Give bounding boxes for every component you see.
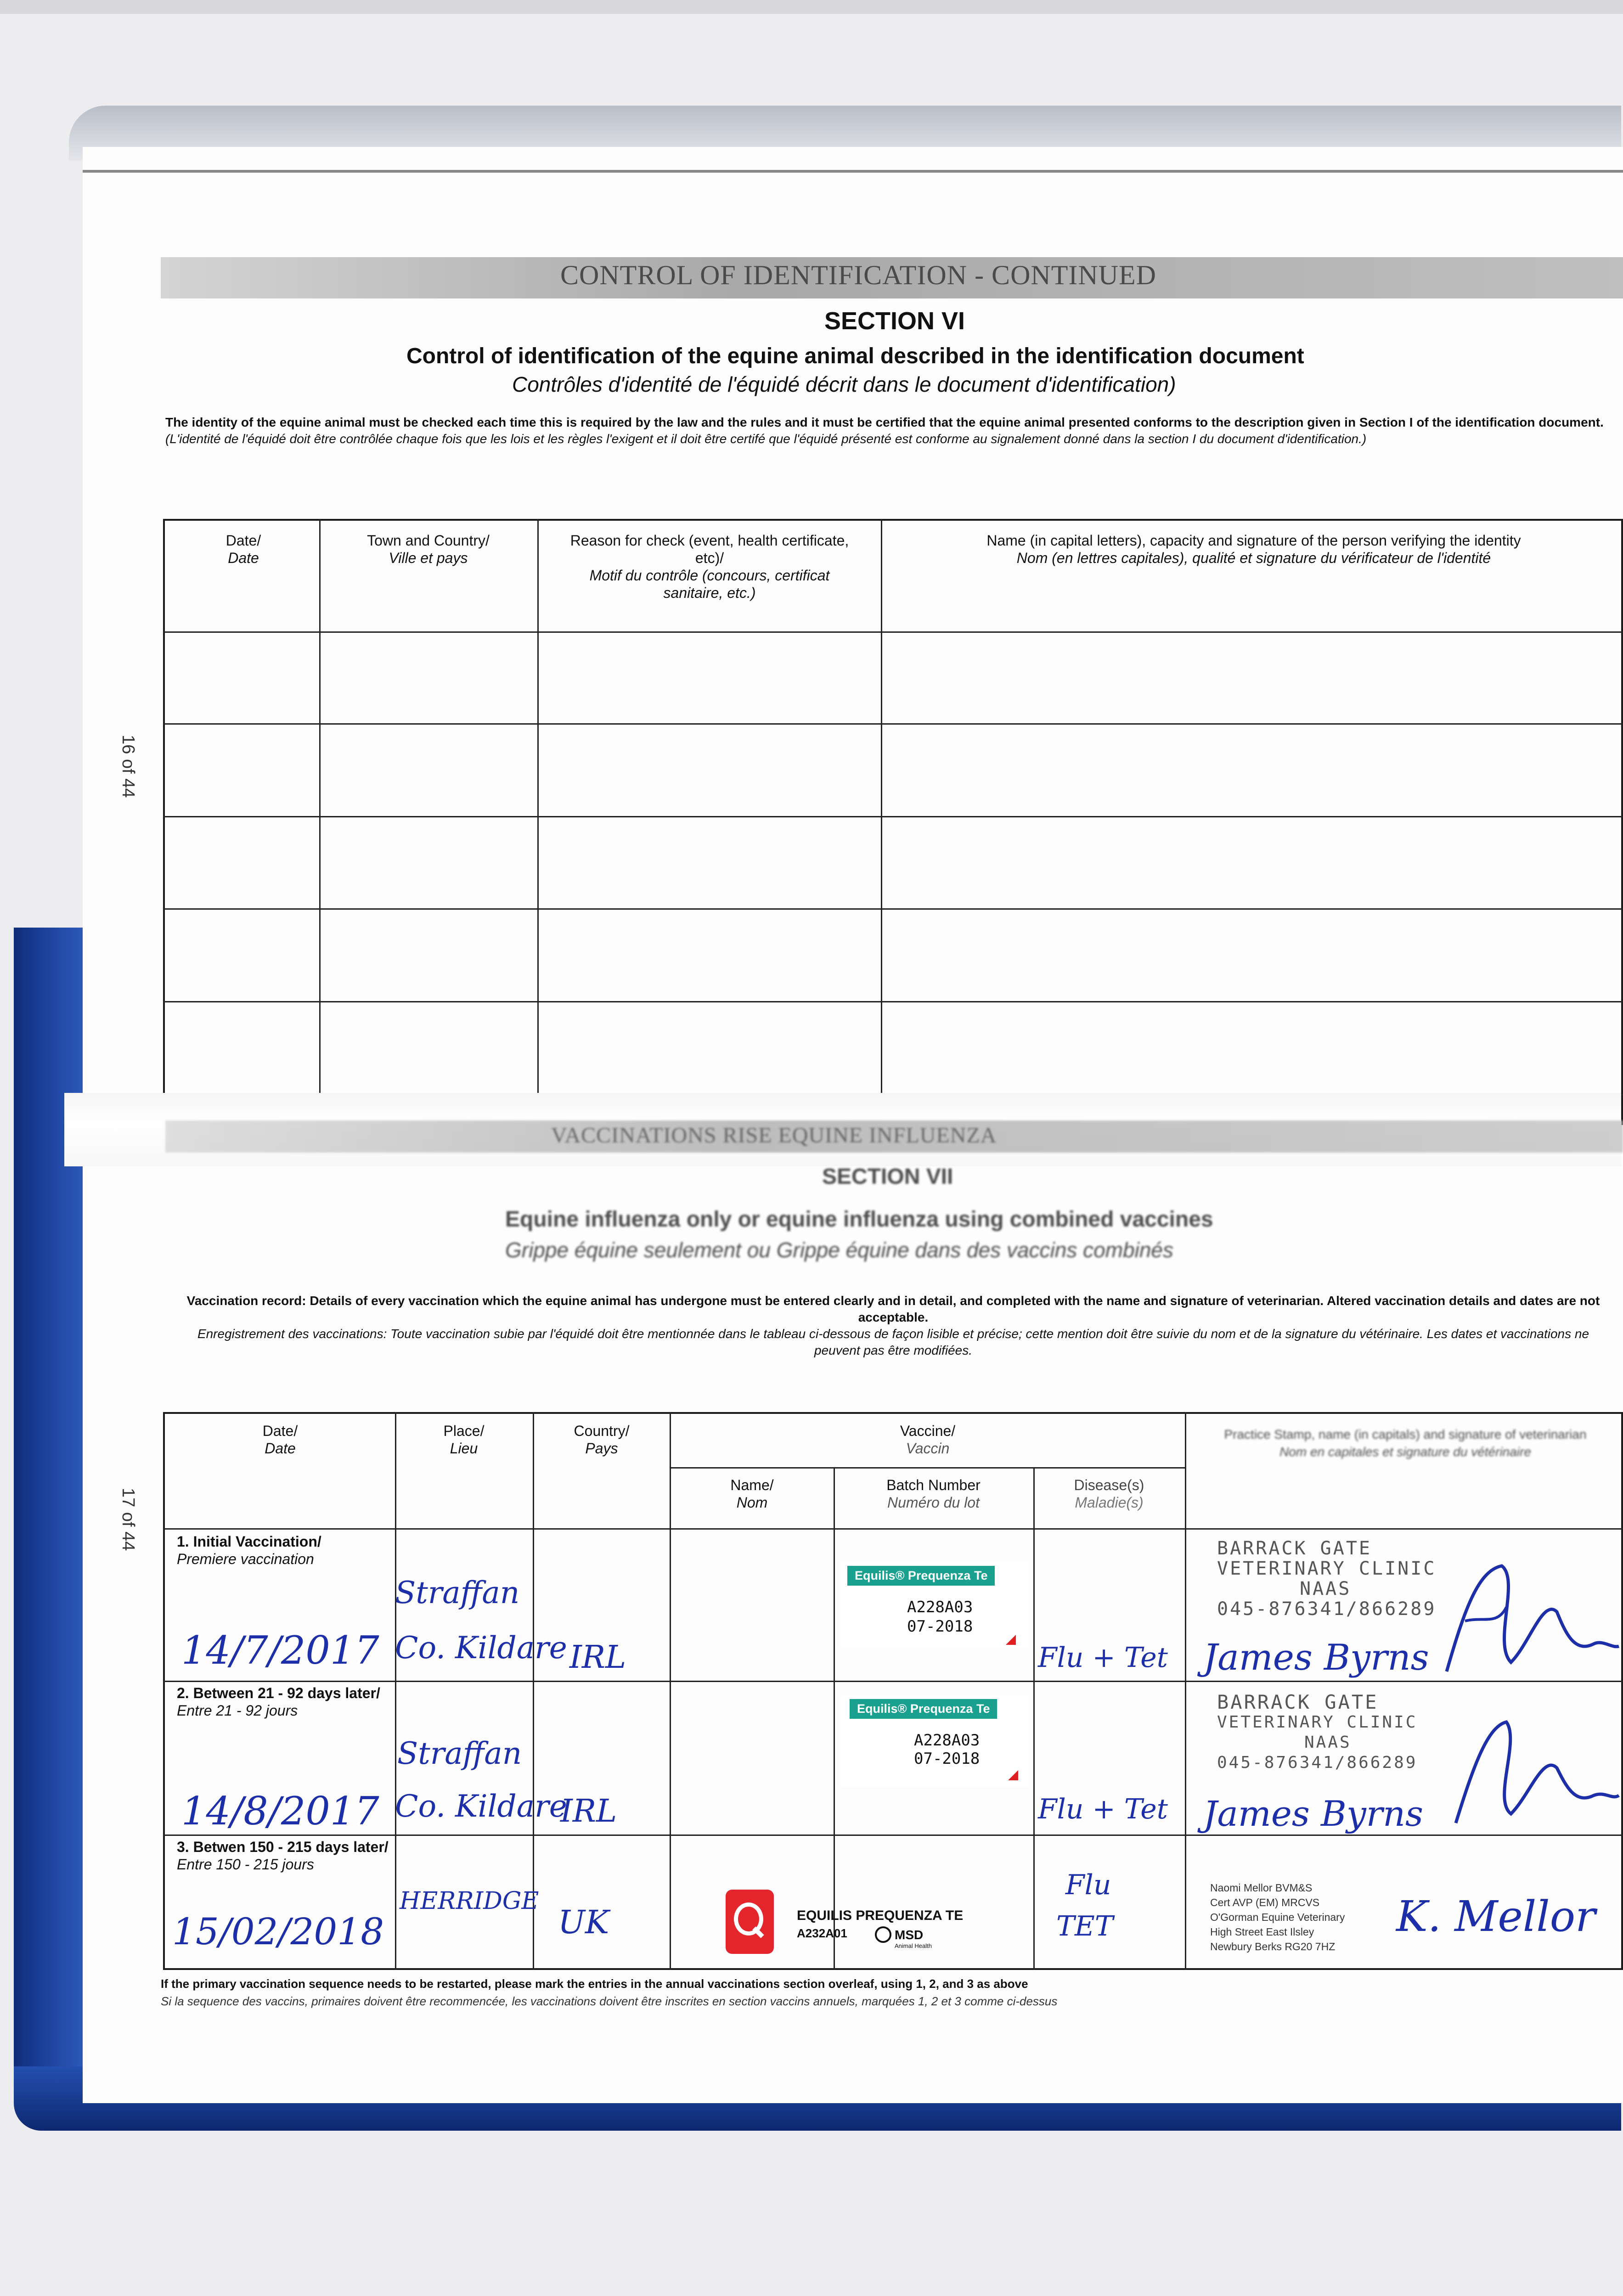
vheader-batch [838, 1476, 1029, 1511]
vheader-disease-fr: Maladie(s) [1075, 1494, 1144, 1511]
row2-label [177, 1684, 393, 1719]
vheader-place-en: Place/ [443, 1423, 485, 1439]
header-verifier [900, 532, 1607, 567]
row3-label-en: 3. Betwen 150 - 215 days later/ [177, 1839, 389, 1855]
row2-place-line1: Straffan [397, 1736, 522, 1771]
section7-title: SECTION VII [822, 1165, 953, 1189]
row3-vaccine-maker: MSD [895, 1928, 924, 1942]
row2-stamp-line: VETERINARY CLINIC [1217, 1713, 1418, 1732]
row2-stamp-line: NAAS [1304, 1733, 1352, 1752]
row3-disease-line1: Flu [1065, 1869, 1111, 1901]
footnote-en: If the primary vaccination sequence needs to be restarted, please mark the entries in the annual vaccinations section overleaf, using 1, 2, and 3 as above [161, 1977, 1028, 1991]
row2-label-fr: Entre 21 - 92 jours [177, 1702, 298, 1719]
row1-label-en: 1. Initial Vaccination/ [177, 1533, 321, 1550]
vheader-practice-en: Practice Stamp, name (in capitals) and signature of veterinarian [1224, 1427, 1587, 1441]
vheader-place [402, 1422, 526, 1457]
header-date [175, 532, 312, 567]
row1-signature [1437, 1552, 1621, 1681]
vheader-practice-fr: Nom en capitales et signature du vétérinaire [1279, 1445, 1531, 1459]
vheader-date-en: Date/ [262, 1423, 298, 1439]
row1-batch-lot: A228A03 [907, 1598, 973, 1616]
col-divider [1033, 1467, 1035, 1970]
row1-place-line1: Straffan [395, 1575, 520, 1610]
row-divider [163, 1681, 1623, 1682]
row3-label [177, 1838, 393, 1873]
header-reason-fr: Motif du contrôle (concours, certificat sanitaire, etc.) [589, 567, 830, 601]
header-date-fr: Date [228, 550, 259, 566]
row2-country: IRL [560, 1793, 617, 1829]
row2-red-mark [1008, 1770, 1018, 1780]
page-number-upper: 16 of 44 [118, 735, 138, 798]
row3-label-fr: Entre 150 - 215 jours [177, 1856, 314, 1873]
section6-intro-fr: (L'identité de l'équidé doit être contrôlée chaque fois que les lois et les règles l'exigent et il doit être certifé que l'équidé présenté est conforme au signalement donné dans la section I du document d'identification.) [165, 432, 1367, 446]
row1-country: IRL [569, 1639, 626, 1676]
row-divider [163, 1528, 1623, 1530]
row3-vaccine-lot: A232A01 [797, 1926, 847, 1940]
row1-practice-stamp [1217, 1538, 1436, 1619]
vheader-country-fr: Pays [585, 1440, 618, 1457]
vheader-name [675, 1476, 829, 1511]
vheader-country-en: Country/ [574, 1423, 630, 1439]
col-divider [395, 1412, 396, 1970]
row3-vet-name: K. Mellor [1396, 1892, 1596, 1941]
row-divider [163, 908, 1623, 910]
row1-place-line2: Co. Kildare [395, 1630, 567, 1666]
row1-batch-brand: Equilis® Prequenza Te [847, 1566, 995, 1586]
row1-label [177, 1533, 393, 1568]
header-verifier-en: Name (in capital letters), capacity and signature of the person verifying the identity [986, 532, 1521, 549]
row2-batch-brand: Equilis® Prequenza Te [850, 1699, 997, 1719]
row1-label-fr: Premiere vaccination [177, 1551, 314, 1567]
section7-heading-fr: Grippe équine seulement ou Grippe équine dans des vaccins combinés [505, 1238, 1173, 1262]
vheader-disease-en: Disease(s) [1074, 1477, 1144, 1493]
row2-disease: Flu + Tet [1038, 1793, 1168, 1825]
row2-signature [1442, 1708, 1621, 1832]
row3-vaccine-name: EQUILIS PREQUENZA TE [797, 1908, 964, 1923]
row1-stamp-line: NAAS [1300, 1578, 1352, 1599]
col-divider [533, 1412, 534, 1970]
row3-stamp-line: High Street East Ilsley [1210, 1926, 1314, 1938]
vheader-batch-en: Batch Number [886, 1477, 981, 1493]
vheader-disease [1038, 1476, 1180, 1511]
row1-stamp-line: VETERINARY CLINIC [1217, 1558, 1437, 1579]
vheader-vaccine-fr: Vaccin [906, 1440, 950, 1457]
section7-intro-fr: Enregistrement des vaccinations: Toute vaccination subie par l'équidé doit être mentionnée dans le tableau ci-dessous de façon lisible et précise; cette mention doit être suivie du nom et de la signature du vétérinaire. Les dates et vaccinations ne peuvent pas être modifiées. [197, 1327, 1589, 1357]
row-divider [163, 1835, 1623, 1836]
row1-red-mark [1006, 1635, 1016, 1645]
row3-place: HERRIDGE [400, 1887, 539, 1915]
row2-batch-lot: A228A03 [914, 1731, 980, 1750]
footnote-fr: Si la sequence des vaccins, primaires doivent être recommencée, les vaccinations doivent être inscrites en section vaccins annuels, marquées 1, 2 et 3 comme ci-dessus [161, 1994, 1058, 2008]
row1-vet-name: James Byrns [1203, 1637, 1429, 1678]
section6-intro-en: The identity of the equine animal must be checked each time this is required by the law and the rules and it must be certified that the equine animal presented conforms to the description given in Section I of the identification document. [165, 415, 1604, 429]
vaccine-q-logo [726, 1890, 774, 1954]
section6-title: SECTION VI [824, 307, 965, 335]
col-divider [537, 519, 539, 1125]
section7-heading-en: Equine influenza only or equine influenza using combined vaccines [505, 1207, 1213, 1232]
section6-heading-fr: Contrôles d'identité de l'équidé décrit dans le document d'identification) [512, 372, 1176, 396]
scan-edge [0, 0, 1623, 14]
vheader-name-en: Name/ [730, 1477, 774, 1493]
col-divider [881, 519, 882, 1125]
row1-batch-exp: 07-2018 [907, 1617, 973, 1636]
row3-vaccine-maker-sub: Animal Health [895, 1942, 932, 1949]
row3-country: UK [558, 1903, 609, 1941]
section7-banner-text: VACCINATIONS RISE EQUINE INFLUENZA [551, 1123, 997, 1148]
page-top-rule [83, 170, 1623, 173]
identity-check-table [163, 519, 1623, 1125]
vheader-vaccine-en: Vaccine/ [900, 1423, 956, 1439]
row-divider [163, 1001, 1623, 1002]
row2-stamp-line: 045-876341/866289 [1217, 1753, 1418, 1772]
vheader-vaccine [675, 1422, 1180, 1457]
row2-stamp-line: BARRACK GATE [1217, 1691, 1379, 1713]
header-town-fr: Ville et pays [389, 550, 468, 566]
row2-vet-name: James Byrns [1203, 1793, 1424, 1834]
header-verifier-fr: Nom (en lettres capitales), qualité et signature du vérificateur de l'identité [1016, 550, 1491, 566]
msd-logo-icon [875, 1926, 891, 1943]
row3-stamp-line: Newbury Berks RG20 7HZ [1210, 1941, 1336, 1953]
row1-disease: Flu + Tet [1038, 1642, 1168, 1674]
row1-stamp-line: BARRACK GATE [1217, 1538, 1372, 1559]
col-divider [834, 1467, 835, 1970]
section7-intro-en: Details of every vaccination which the equine animal has undergone must be entered clearly and in detail, and completed with the name and signature of veterinarian. Altered vaccination details and dates are not acceptable. [310, 1294, 1600, 1324]
row2-batch-exp: 07-2018 [914, 1750, 980, 1768]
row3-stamp-line: Naomi Mellor BVM&S [1210, 1882, 1313, 1894]
vheader-name-fr: Nom [736, 1494, 768, 1511]
section7-intro [175, 1293, 1612, 1359]
col-divider [1185, 1412, 1186, 1970]
header-town [326, 532, 530, 567]
row3-practice-stamp [1210, 1880, 1345, 1954]
row3-stamp-line: Cert AVP (EM) MRCVS [1210, 1896, 1320, 1908]
row1-date: 14/7/2017 [181, 1628, 379, 1673]
header-town-en: Town and Country/ [367, 532, 490, 549]
header-reason [565, 532, 854, 602]
row2-label-en: 2. Between 21 - 92 days later/ [177, 1685, 380, 1701]
row3-date: 15/02/2018 [172, 1910, 384, 1953]
row2-place-line2: Co. Kildare [395, 1789, 567, 1824]
section7-intro-label: Vaccination record: [186, 1294, 306, 1308]
vaccine-subheader-rule [670, 1467, 1185, 1469]
vheader-practice [1194, 1426, 1617, 1461]
vheader-date-fr: Date [265, 1440, 296, 1457]
col-divider [319, 519, 321, 1125]
row2-date: 14/8/2017 [181, 1789, 379, 1834]
header-reason-en: Reason for check (event, health certificate, etc)/ [570, 532, 849, 566]
row-divider [163, 723, 1623, 725]
page-number-lower: 17 of 44 [118, 1488, 138, 1551]
row-divider [163, 816, 1623, 817]
row-divider [163, 631, 1623, 633]
vheader-batch-fr: Numéro du lot [887, 1494, 980, 1511]
section6-intro [165, 414, 1612, 447]
row3-disease-line2: TET [1056, 1910, 1113, 1942]
section6-banner-text: CONTROL OF IDENTIFICATION - CONTINUED [560, 260, 1156, 290]
row1-stamp-line: 045-876341/866289 [1217, 1598, 1437, 1620]
row2-practice-stamp [1217, 1692, 1417, 1773]
vheader-date [175, 1422, 386, 1457]
vheader-place-fr: Lieu [450, 1440, 478, 1457]
col-divider [670, 1412, 671, 1970]
vheader-country [540, 1422, 664, 1457]
header-date-en: Date/ [225, 532, 261, 549]
section6-heading-en: Control of identification of the equine animal described in the identification document [406, 344, 1304, 368]
row3-stamp-line: O'Gorman Equine Veterinary [1210, 1911, 1345, 1923]
